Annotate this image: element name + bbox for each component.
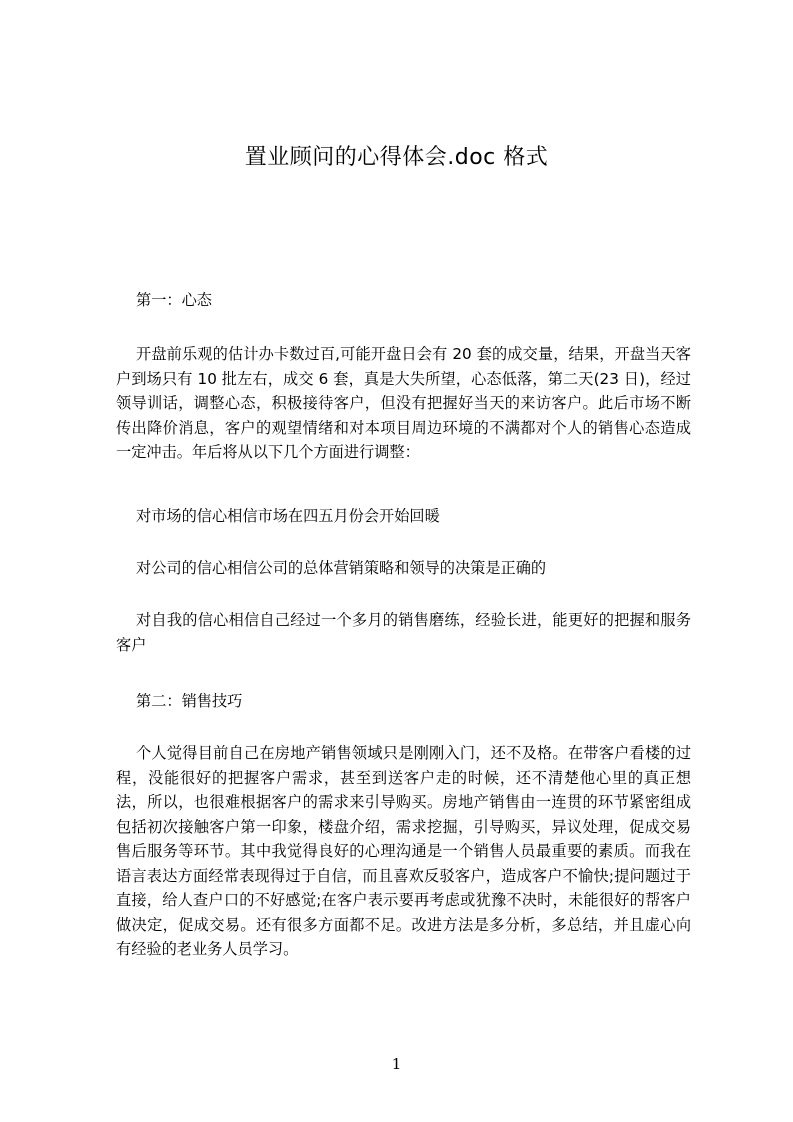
page-number: 1 [391, 1055, 402, 1073]
section2-paragraph: 个人觉得目前自己在房地产销售领域只是刚刚入门，还不及格。在带客户看楼的过程，没能很好的把握客户需求，甚至到送客户走的时候，还不清楚他心里的真正想法，所以，也很难根据客户的需求来引导购买。房地产销售由一连贯的环节紧密组成包括初次接触客户第一印象，楼盘介绍，需求挖掘，引导购买，异议处理，促成交易售后服务等环节。其中我觉得良好的心理沟通是一个销售人员最重要的素质。而我在语言表达方面经常表现得过于自信，而且喜欢反驳客户，造成客户不愉快;提问题过于直接，给人查户口的不好感觉;在客户表示要再考虑或犹豫不决时，未能很好的帮客户做决定，促成交易。还有很多方面都不足。改进方法是多分析，多总结，并且虚心向有经验的老业务人员学习。 [116, 744, 691, 958]
self-confidence-paragraph: 对自我的信心相信自己经过一个多月的销售磨练，经验长进，能更好的把握和服务客户 [116, 611, 691, 654]
section1-heading: 第一：心态 [136, 291, 212, 309]
section2-heading: 第二：销售技巧 [136, 692, 243, 710]
market-confidence-paragraph: 对市场的信心相信市场在四五月份会开始回暖 [136, 507, 440, 525]
section1-paragraph: 开盘前乐观的估计办卡数过百,可能开盘日会有 20 套的成交量，结果，开盘当天客户到场只有 10 批左右，成交 6 套，真是大失所望，心态低落，第二天(23 日)，经过领导训话，调整心态，积极接待客户，但没有把握好当天的来访客户。此后市场不断传出降价消息，客户的观望情绪和对本项目周边环境的不满都对个人的销售心态造成一定冲击。年后将从以下几个方面进行调整： [116, 345, 691, 461]
document-title: 置业顾问的心得体会.doc 格式 [244, 145, 549, 170]
company-confidence-paragraph: 对公司的信心相信公司的总体营销策略和领导的决策是正确的 [136, 559, 547, 577]
